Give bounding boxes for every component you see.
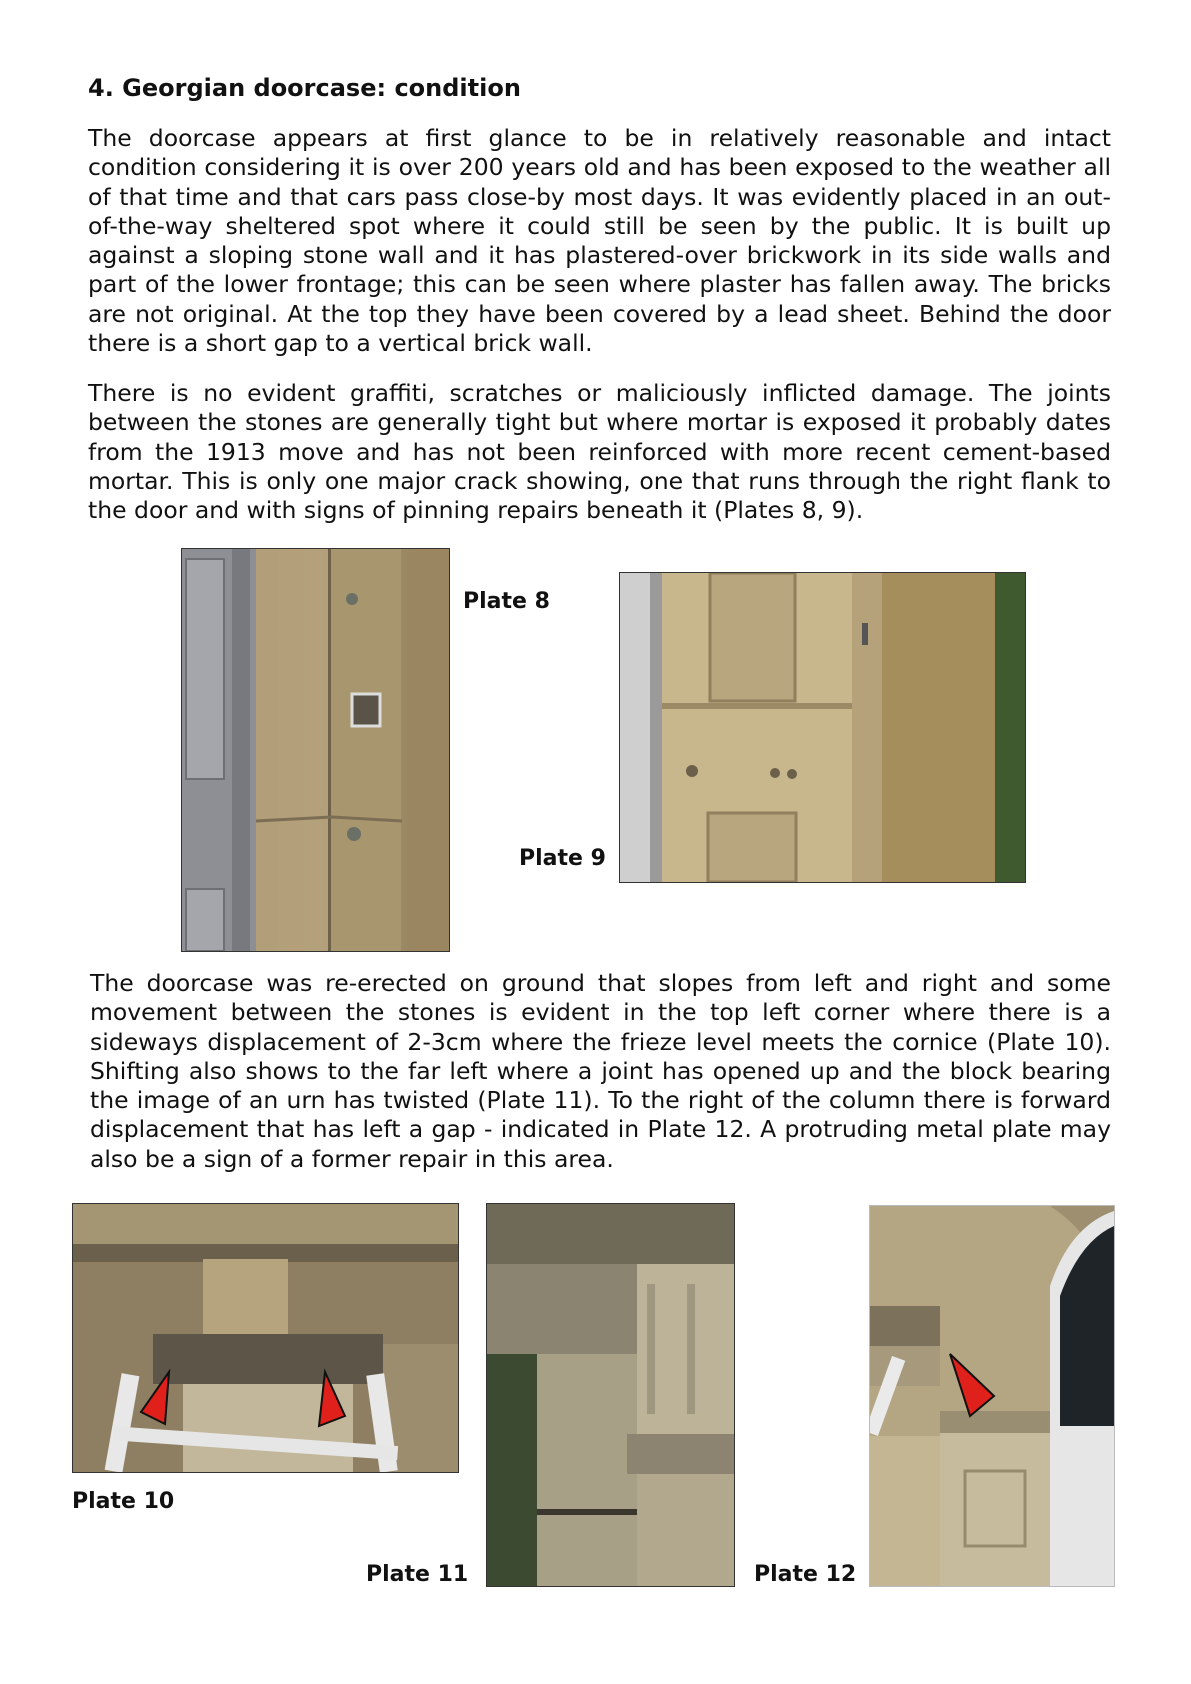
plate-9-photo <box>619 572 1026 883</box>
plate-11-caption: Plate 11 <box>366 1562 469 1587</box>
plate-11-photo <box>486 1203 735 1587</box>
section-heading: 4. Georgian doorcase: condition <box>88 74 521 102</box>
paragraph-movement: The doorcase was re-erected on ground that slopes from left and right and some movement between the stones is evident in the top left corner where there is a sideways displacement of 2-3cm where the frieze level meets the cornice (Plate 10). Shifting also shows to the far left where a joint has opened up and the block bearing the image of an urn has twisted (Plate 11). To the right of the column there is forward displacement that has left a gap - indicated in Plate 12. A protruding metal plate may also be a sign of a former repair in this area. <box>90 969 1111 1173</box>
plate-12-caption: Plate 12 <box>754 1562 857 1587</box>
plate-12-photo <box>869 1205 1115 1587</box>
paragraph-damage: There is no evident graffiti, scratches or maliciously inflicted damage. The joints between the stones are generally tight but where mortar is exposed it probably dates from the 1913 move and has not been reinforced with more recent cement-based mortar. This is only one major crack showing, one that runs through the right flank to the door and with signs of pinning repairs beneath it (Plates 8, 9). <box>88 379 1111 525</box>
plate-10-photo <box>72 1203 459 1473</box>
plate-10-caption: Plate 10 <box>72 1489 175 1514</box>
plate-9-caption: Plate 9 <box>519 846 606 871</box>
paragraph-condition: The doorcase appears at first glance to be in relatively reasonable and intact condition considering it is over 200 years old and has been exposed to the weather all of that time and that cars pass close-by most days. It was evidently placed in an out-of-the-way sheltered spot where it could still be seen by the public. It is built up against a sloping stone wall and it has plastered-over brickwork in its side walls and part of the lower frontage; this can be seen where plaster has fallen away. The bricks are not original. At the top they have been covered by a lead sheet. Behind the door there is a short gap to a vertical brick wall. <box>88 124 1111 358</box>
plate-8-caption: Plate 8 <box>463 589 550 614</box>
plate-8-photo <box>181 548 450 952</box>
